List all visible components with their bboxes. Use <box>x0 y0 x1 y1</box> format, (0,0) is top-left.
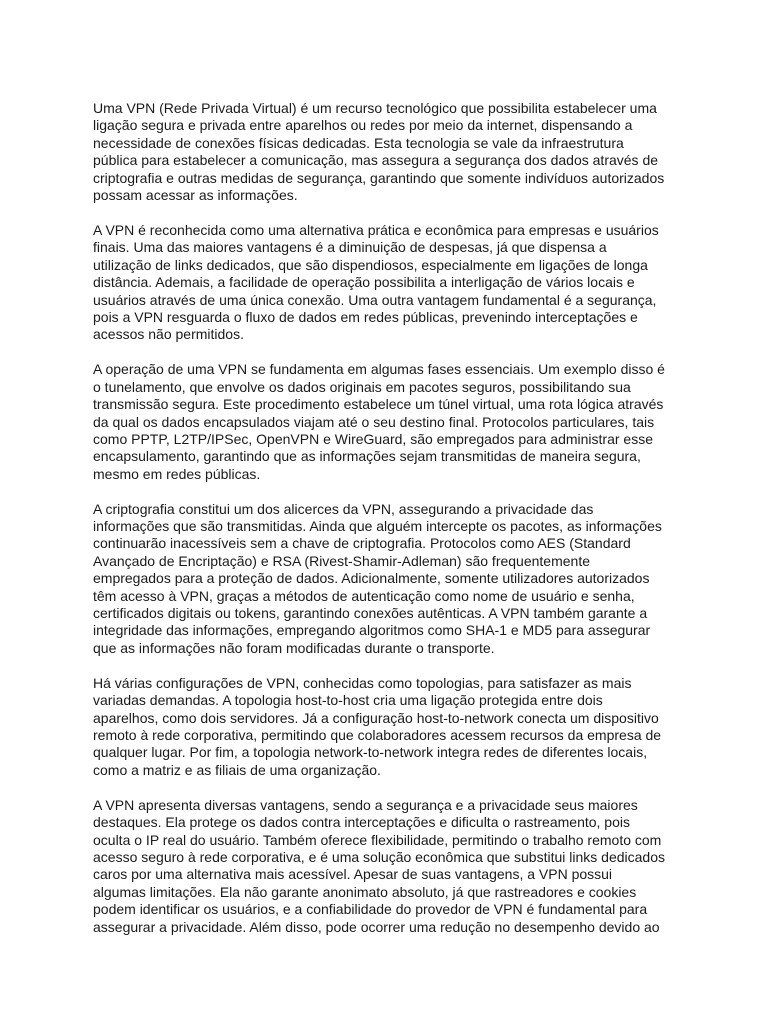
text-line: mesmo em redes públicas. <box>93 465 261 482</box>
text-line: necessidade de conexões físicas dedicadas. Esta tecnologia se vale da infraestrutura <box>93 134 624 151</box>
text-line: Avançado de Encriptação) e RSA (Rivest-Shamir-Adleman) são frequentemente <box>93 552 590 569</box>
text-line: ligação segura e privada entre aparelhos ou redes por meio da internet, dispensando a <box>93 117 633 134</box>
text-line: remoto à rede corporativa, permitindo que colaboradores acessem recursos da empresa de <box>93 727 662 743</box>
paragraph-2 <box>93 222 683 344</box>
text-line: utilização de links dedicados, que são dispendiosos, especialmente em ligações de longa <box>93 256 648 273</box>
text-line: A operação de uma VPN se fundamenta em algumas fases essenciais. Um exemplo disso é <box>93 361 665 378</box>
text-line: variadas demandas. A topologia host-to-host cria uma ligação protegida entre dois <box>93 692 603 709</box>
text-line: distância. Ademais, a facilidade de operação possibilita a interligação de vários locais e <box>93 274 635 291</box>
paragraph-3 <box>93 361 683 483</box>
text-line: podem identificar os usuários, e a confiabilidade do provedor de VPN é fundamental para <box>93 901 648 918</box>
text-line: o tunelamento, que envolve os dados originais em pacotes seguros, possibilitando sua <box>93 378 631 395</box>
text-line: A VPN apresenta diversas vantagens, sendo a segurança e a privacidade seus maiores <box>93 796 638 813</box>
text-line: pública para estabelecer a comunicação, mas assegura a segurança dos dados através de <box>93 152 659 169</box>
paragraph-4 <box>93 501 683 658</box>
paragraph-5 <box>93 675 683 779</box>
text-line: caros por uma alternativa mais acessível. Apesar de suas vantagens, a VPN possui <box>93 866 613 883</box>
text-line: A criptografia constitui um dos alicerces da VPN, assegurando a privacidade das <box>93 500 594 517</box>
text-line: informações que são transmitidas. Ainda que alguém intercepte os pacotes, as informações <box>93 518 662 535</box>
text-line: empregados para a proteção de dados. Adicionalmente, somente utilizadores autorizados <box>93 570 650 587</box>
text-line: aparelhos, como dois servidores. Já a configuração host-to-network conecta um dispositivo <box>93 709 659 726</box>
text-line: pois a VPN resguarda o fluxo de dados em redes públicas, prevenindo interceptações e <box>93 308 638 325</box>
text-line: como a matriz e as filiais de uma organização. <box>93 761 381 778</box>
text-line: criptografia e outras medidas de segurança, garantindo que somente indivíduos autorizados <box>93 169 665 186</box>
text-line: qualquer lugar. Por fim, a topologia network-to-network integra redes de diferentes locais, <box>93 744 648 761</box>
text-line: transmissão segura. Este procedimento estabelece um túnel virtual, uma rota lógica através <box>93 396 664 413</box>
text-line: destaques. Ela protege os dados contra interceptações e dificulta o rastreamento, pois <box>93 814 630 831</box>
paragraph-1 <box>93 100 683 204</box>
text-line: A VPN é reconhecida como uma alternativa prática e econômica para empresas e usuários <box>93 221 659 238</box>
text-line: integridade das informações, empregando algoritmos como SHA-1 e MD5 para assegurar <box>93 622 651 639</box>
text-line: da qual os dados encapsulados viajam até o seu destino final. Protocolos particulares, tais <box>93 413 655 430</box>
text-line: certificados digitais ou tokens, garantindo conexões autênticas. A VPN também garante a <box>93 605 648 622</box>
text-line: usuários através de uma única conexão. Uma outra vantagem fundamental é a segurança, <box>93 291 657 308</box>
document-body <box>93 100 683 953</box>
text-line: finais. Uma das maiores vantagens é a diminuição de despesas, já que dispensa a <box>93 239 607 256</box>
text-line: que as informações não foram modificadas durante o transporte. <box>93 639 495 656</box>
text-line: assegurar a privacidade. Além disso, pode ocorrer uma redução no desempenho devido ao <box>93 918 660 935</box>
text-line: Uma VPN (Rede Privada Virtual) é um recurso tecnológico que possibilita estabelecer uma <box>93 100 657 116</box>
text-line: como PPTP, L2TP/IPSec, OpenVPN e WireGuard, são empregados para administrar esse <box>93 430 653 447</box>
text-line: possam acessar as informações. <box>93 187 298 204</box>
text-line: encapsulamento, garantindo que as informações sejam transmitidas de maneira segura, <box>93 448 641 465</box>
text-line: oculta o IP real do usuário. Também oferece flexibilidade, permitindo o trabalho remoto com <box>93 831 662 848</box>
text-line: continuarão inacessíveis sem a chave de criptografia. Protocolos como AES (Standard <box>93 535 631 552</box>
text-line: acesso seguro à rede corporativa, e é uma solução econômica que substitui links dedicados <box>93 848 665 865</box>
paragraph-6 <box>93 797 683 936</box>
text-line: acessos não permitidos. <box>93 326 244 343</box>
text-line: têm acesso à VPN, graças a métodos de autenticação como nome de usuário e senha, <box>93 587 635 604</box>
text-line: algumas limitações. Ela não garante anonimato absoluto, já que rastreadores e cookies <box>93 883 637 900</box>
text-line: Há várias configurações de VPN, conhecidas como topologias, para satisfazer as mais <box>93 674 632 691</box>
